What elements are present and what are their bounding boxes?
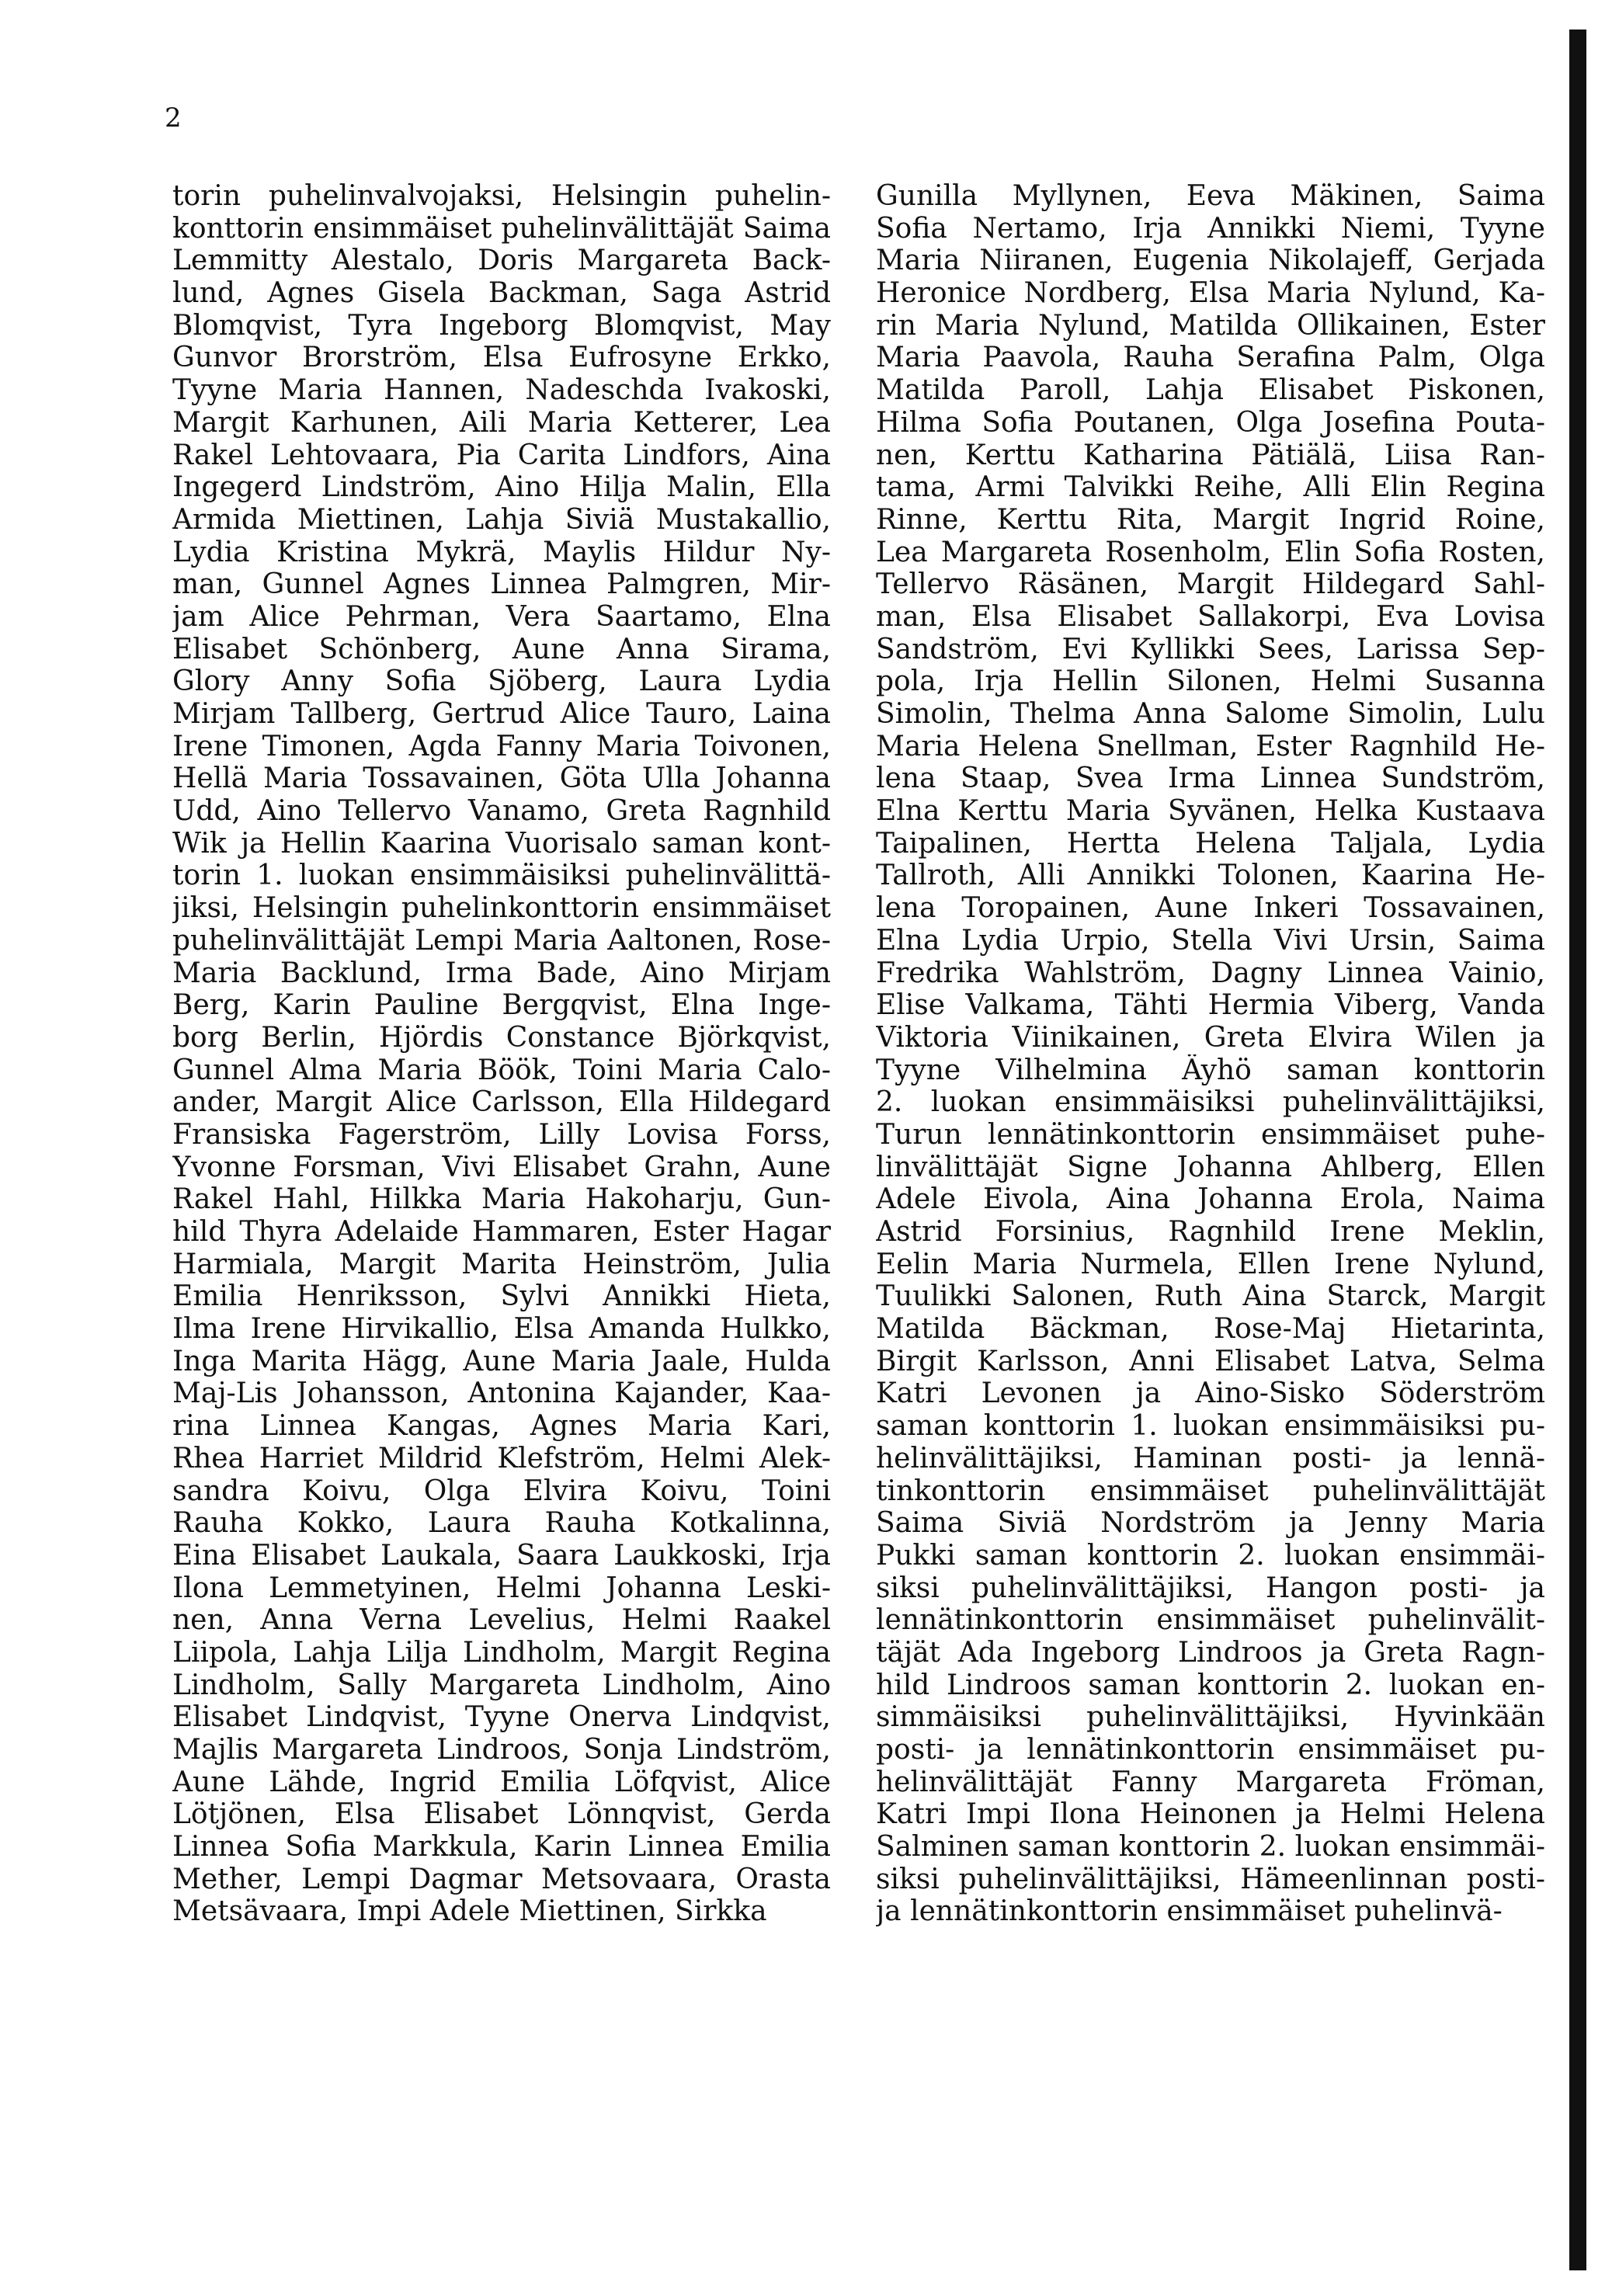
text-line: Elisabet Lindqvist, Tyyne Onerva Lindqvist, [172,1701,831,1734]
text-line: rin Maria Nylund, Matilda Ollikainen, Ester [876,309,1545,342]
text-line: Aune Lähde, Ingrid Emilia Löfqvist, Alice [172,1766,831,1798]
left-text-column [172,180,831,1928]
text-line: Hellä Maria Tossavainen, Göta Ulla Johanna [172,762,831,795]
text-line: Lemmitty Alestalo, Doris Margareta Back- [172,245,831,277]
text-line: posti- ja lennätinkonttorin ensimmäiset pu- [876,1734,1545,1766]
text-line: Emilia Henriksson, Sylvi Annikki Hieta, [172,1280,831,1313]
text-line: Gunnel Alma Maria Böök, Toini Maria Calo- [172,1054,831,1086]
text-line: Taipalinen, Hertta Helena Taljala, Lydia [876,827,1545,860]
text-line: täjät Ada Ingeborg Lindroos ja Greta Ragn- [876,1636,1545,1669]
text-line: lund, Agnes Gisela Backman, Saga Astrid [172,277,831,310]
text-line: 2. luokan ensimmäisiksi puhelinvälittäjiksi, [876,1086,1545,1119]
text-line: Salminen saman konttorin 2. luokan ensimmäi- [876,1831,1545,1864]
text-line: Udd, Aino Tellervo Vanamo, Greta Ragnhild [172,795,831,828]
text-line: Maria Helena Snellman, Ester Ragnhild He- [876,730,1545,762]
text-line: Elna Lydia Urpio, Stella Vivi Ursin, Saima [876,924,1545,957]
text-line: Mirjam Tallberg, Gertrud Alice Tauro, Laina [172,698,831,730]
text-line: puhelinvälittäjät Lempi Maria Aaltonen, Rose- [172,924,831,957]
text-line: Viktoria Viinikainen, Greta Elvira Wilen ja [876,1021,1545,1054]
text-line: Armida Miettinen, Lahja Siviä Mustakallio, [172,503,831,536]
text-line: jiksi, Helsingin puhelinkonttorin ensimmäiset [172,892,831,925]
text-line: Elisabet Schönberg, Aune Anna Sirama, [172,633,831,665]
text-line: Lydia Kristina Mykrä, Maylis Hildur Ny- [172,536,831,568]
text-line: Linnea Sofia Markkula, Karin Linnea Emilia [172,1831,831,1864]
text-line: nen, Anna Verna Levelius, Helmi Raakel [172,1604,831,1637]
text-line: helinvälittäjät Fanny Margareta Fröman, [876,1766,1545,1798]
text-line: Blomqvist, Tyra Ingeborg Blomqvist, May [172,309,831,342]
text-line: Majlis Margareta Lindroos, Sonja Lindström, [172,1734,831,1766]
text-line: siksi puhelinvälittäjiksi, Hangon posti- ja [876,1572,1545,1604]
text-line: Mether, Lempi Dagmar Metsovaara, Orasta [172,1863,831,1895]
text-line: Saima Siviä Nordström ja Jenny Maria [876,1507,1545,1540]
text-line: Maria Paavola, Rauha Serafina Palm, Olga [876,342,1545,374]
text-line: Birgit Karlsson, Anni Elisabet Latva, Selma [876,1345,1545,1377]
text-line: ander, Margit Alice Carlsson, Ella Hildegard [172,1086,831,1119]
text-line: Wik ja Hellin Kaarina Vuorisalo saman kont- [172,827,831,860]
text-line: Rinne, Kerttu Rita, Margit Ingrid Roine, [876,503,1545,536]
text-line: Tyyne Vilhelmina Äyhö saman konttorin [876,1054,1545,1086]
text-line: Glory Anny Sofia Sjöberg, Laura Lydia [172,665,831,698]
text-line: Margit Karhunen, Aili Maria Ketterer, Lea [172,406,831,439]
text-line: Liipola, Lahja Lilja Lindholm, Margit Regina [172,1636,831,1669]
text-line: Metsävaara, Impi Adele Miettinen, Sirkka [172,1895,767,1928]
text-line: Harmiala, Margit Marita Heinström, Julia [172,1248,831,1280]
text-line: Maria Backlund, Irma Bade, Aino Mirjam [172,957,831,989]
text-line: lena Toropainen, Aune Inkeri Tossavainen, [876,892,1545,925]
text-line: Inga Marita Hägg, Aune Maria Jaale, Hulda [172,1345,831,1377]
text-line: Hilma Sofia Poutanen, Olga Josefina Pouta- [876,406,1545,439]
text-line: tama, Armi Talvikki Reihe, Alli Elin Regina [876,471,1545,504]
text-line: Sandström, Evi Kyllikki Sees, Larissa Sep- [876,633,1545,665]
text-line: Ingegerd Lindström, Aino Hilja Malin, Ella [172,471,831,504]
text-line: hild Thyra Adelaide Hammaren, Ester Hagar [172,1216,831,1248]
text-line: Turun lennätinkonttorin ensimmäiset puhe- [876,1118,1545,1151]
text-line: Berg, Karin Pauline Bergqvist, Elna Inge- [172,989,831,1022]
text-line: Astrid Forsinius, Ragnhild Irene Meklin, [876,1216,1545,1248]
page-number: 2 [165,102,182,134]
text-line: Lötjönen, Elsa Elisabet Lönnqvist, Gerda [172,1798,831,1831]
text-line: Tallroth, Alli Annikki Tolonen, Kaarina He- [876,860,1545,892]
text-line: sandra Koivu, Olga Elvira Koivu, Toini [172,1475,831,1507]
text-line: Fransiska Fagerström, Lilly Lovisa Forss, [172,1118,831,1151]
text-line: tinkonttorin ensimmäiset puhelinvälittäjät [876,1475,1545,1507]
text-line: Matilda Bäckman, Rose-Maj Hietarinta, [876,1313,1545,1346]
right-text-column [876,180,1545,1928]
text-line: Gunilla Myllynen, Eeva Mäkinen, Saima [876,180,1545,212]
text-line: man, Gunnel Agnes Linnea Palmgren, Mir- [172,568,831,601]
text-line: linvälittäjät Signe Johanna Ahlberg, Ellen [876,1151,1545,1183]
text-line: Elna Kerttu Maria Syvänen, Helka Kustaava [876,795,1545,828]
text-line: torin 1. luokan ensimmäisiksi puhelinvälittä- [172,860,831,892]
text-line: nen, Kerttu Katharina Pätiälä, Liisa Ran- [876,439,1545,471]
text-line: Eina Elisabet Laukala, Saara Laukkoski, Irja [172,1539,831,1572]
text-line: ja lennätinkonttorin ensimmäiset puhelinvä- [876,1895,1503,1928]
text-line: man, Elsa Elisabet Sallakorpi, Eva Lovisa [876,600,1545,633]
text-line: Tuulikki Salonen, Ruth Aina Starck, Margit [876,1280,1545,1313]
text-line: siksi puhelinvälittäjiksi, Hämeenlinnan posti- [876,1863,1545,1895]
text-line: Tyyne Maria Hannen, Nadeschda Ivakoski, [172,374,831,407]
scan-edge-bar [1569,30,1586,2270]
text-line: Adele Eivola, Aina Johanna Erola, Naima [876,1183,1545,1216]
text-line: Lea Margareta Rosenholm, Elin Sofia Rosten, [876,536,1545,568]
text-line: Fredrika Wahlström, Dagny Linnea Vainio, [876,957,1545,989]
text-line: Matilda Paroll, Lahja Elisabet Piskonen, [876,374,1545,407]
text-line: Elise Valkama, Tähti Hermia Viberg, Vanda [876,989,1545,1022]
text-line: pola, Irja Hellin Silonen, Helmi Susanna [876,665,1545,698]
text-line: Maria Niiranen, Eugenia Nikolajeff, Gerjada [876,245,1545,277]
text-line: Simolin, Thelma Anna Salome Simolin, Lulu [876,698,1545,730]
text-line: konttorin ensimmäiset puhelinvälittäjät Saima [172,212,831,245]
text-line: Katri Impi Ilona Heinonen ja Helmi Helena [876,1798,1545,1831]
text-line: Irene Timonen, Agda Fanny Maria Toivonen, [172,730,831,762]
text-line: saman konttorin 1. luokan ensimmäisiksi pu- [876,1410,1545,1443]
text-line: jam Alice Pehrman, Vera Saartamo, Elna [172,600,831,633]
text-line: Rauha Kokko, Laura Rauha Kotkalinna, [172,1507,831,1540]
text-line: hild Lindroos saman konttorin 2. luokan en- [876,1669,1545,1701]
text-line: Ilona Lemmetyinen, Helmi Johanna Leski- [172,1572,831,1604]
text-line: simmäisiksi puhelinvälittäjiksi, Hyvinkään [876,1701,1545,1734]
text-line: Rhea Harriet Mildrid Klefström, Helmi Alek- [172,1442,831,1475]
text-line: Gunvor Brorström, Elsa Eufrosyne Erkko, [172,342,831,374]
text-line: rina Linnea Kangas, Agnes Maria Kari, [172,1410,831,1443]
text-line: helinvälittäjiksi, Haminan posti- ja lennä- [876,1442,1545,1475]
text-line: Heronice Nordberg, Elsa Maria Nylund, Ka- [876,277,1545,310]
text-line: Rakel Hahl, Hilkka Maria Hakoharju, Gun- [172,1183,831,1216]
text-line: borg Berlin, Hjördis Constance Björkqvist, [172,1021,831,1054]
text-line: Tellervo Räsänen, Margit Hildegard Sahl- [876,568,1545,601]
text-line: Sofia Nertamo, Irja Annikki Niemi, Tyyne [876,212,1545,245]
text-line: torin puhelinvalvojaksi, Helsingin puhelin- [172,180,831,212]
text-line: Ilma Irene Hirvikallio, Elsa Amanda Hulkko, [172,1313,831,1346]
text-line: Katri Levonen ja Aino-Sisko Söderström [876,1377,1545,1410]
text-line: Yvonne Forsman, Vivi Elisabet Grahn, Aune [172,1151,831,1183]
text-line: Maj-Lis Johansson, Antonina Kajander, Kaa- [172,1377,831,1410]
text-line: lena Staap, Svea Irma Linnea Sundström, [876,762,1545,795]
text-line: Eelin Maria Nurmela, Ellen Irene Nylund, [876,1248,1545,1280]
text-line: Rakel Lehtovaara, Pia Carita Lindfors, Aina [172,439,831,471]
text-line: Lindholm, Sally Margareta Lindholm, Aino [172,1669,831,1701]
text-line: lennätinkonttorin ensimmäiset puhelinvälit- [876,1604,1545,1637]
text-line: Pukki saman konttorin 2. luokan ensimmäi- [876,1539,1545,1572]
